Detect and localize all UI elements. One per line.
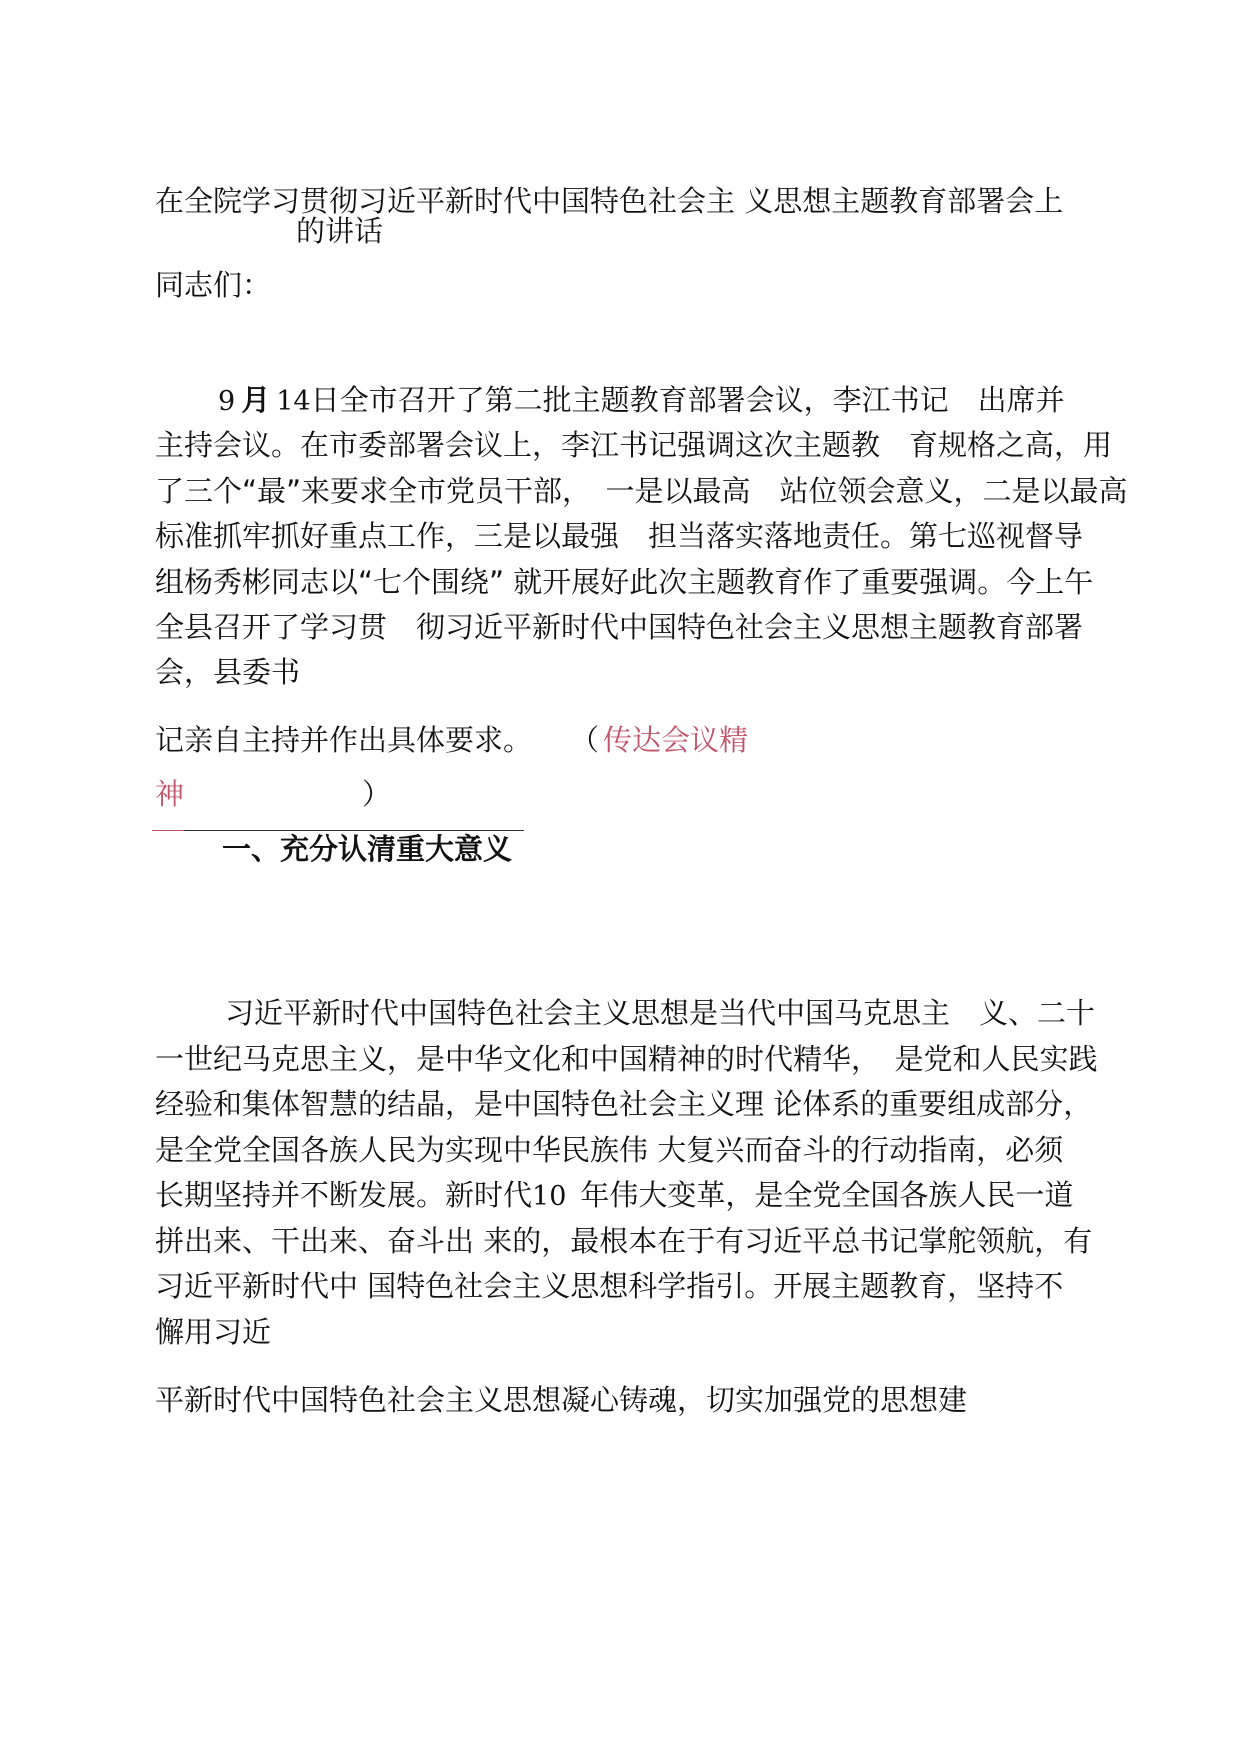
- paragraph-1-line-6: 全县召开了学习贯 彻习近平新时代中国特色社会主义思想主题教育部署: [155, 610, 1084, 644]
- paragraph-3-line-1: 习近平新时代中国特色社会主义思想是当代中国马克思主 义、二十: [225, 996, 1096, 1030]
- paragraph-3-line-5-a: 长期坚持并不断发展。新时代: [155, 1178, 533, 1212]
- paragraph-4-line-1: 平新时代中国特色社会主义思想凝心铸魂，切实加强党的思想建: [155, 1383, 968, 1417]
- date-month-char: 月: [241, 383, 271, 417]
- note-red-text-2: 神: [155, 777, 185, 811]
- paragraph-1-line-2: 主持会议。在市委部署会议上，李江书记强调这次主题教 育规格之高，用: [155, 428, 1113, 462]
- date-month-number: 9: [218, 386, 236, 417]
- paragraph-2-line-2: [155, 777, 391, 811]
- document-title-line1: 在全院学习贯彻习近平新时代中国特色社会主 义思想主题教育部署会上: [155, 184, 1064, 218]
- paragraph-3-line-6: 拼出来、干出来、奋斗出 来的，最根本在于有习近平总书记掌舵领航，有: [155, 1224, 1093, 1258]
- paragraph-3-line-4: 是全党全国各族人民为实现中华民族伟 大复兴而奋斗的行动指南，必须: [155, 1133, 1064, 1167]
- paragraph-3-line-2: 一世纪马克思主义，是中华文化和中国精神的时代精华， 是党和人民实践: [155, 1042, 1098, 1076]
- date-day-number: 14: [276, 386, 311, 417]
- note-red-text-1: 传达会议精: [603, 723, 749, 757]
- section-divider-line: [184, 830, 524, 831]
- paragraph-3-line-7: 习近平新时代中 国特色社会主义思想科学指引。开展主题教育，坚持不: [155, 1269, 1064, 1303]
- paragraph-1-line-1: [218, 383, 1065, 419]
- paragraph-1-line-1-rest: 日全市召开了第二批主题教育部署会议，李江书记 出席并: [310, 383, 1065, 417]
- paragraph-1-line-3: 了三个“最”来要求全市党员干部， 一是以最高 站位领会意义，二是以最高: [155, 474, 1128, 508]
- paragraph-1-line-7: 会，县委书: [155, 655, 301, 689]
- paragraph-3-number-10: 10: [532, 1181, 567, 1212]
- paragraph-3-line-5: [155, 1178, 1073, 1214]
- paragraph-2-text: 记亲自主持并作出具体要求。: [155, 723, 533, 757]
- red-underline-short: [152, 830, 184, 831]
- close-paren: ）: [362, 777, 392, 811]
- paragraph-2-line-1: [155, 723, 748, 757]
- salutation: 同志们：: [155, 268, 272, 302]
- paragraph-1-line-4: 标准抓牢抓好重点工作，三是以最强 担当落实落地责任。第七巡视督导: [155, 519, 1084, 553]
- document-title-line2: 的讲话: [296, 214, 384, 248]
- section-heading: 一、充分认清重大意义: [222, 832, 513, 866]
- paragraph-1-line-5: 组杨秀彬同志以“七个围绕” 就开展好此次主题教育作了重要强调。今上午: [155, 565, 1094, 599]
- paragraph-3-line-3: 经验和集体智慧的结晶，是中国特色社会主义理 论体系的重要组成部分，: [155, 1087, 1093, 1121]
- paragraph-3-line-8: 懈用习近: [155, 1315, 272, 1349]
- open-paren: （: [570, 723, 600, 757]
- paragraph-3-line-5-b: 年伟大变革，是全党全国各族人民一道: [580, 1178, 1074, 1212]
